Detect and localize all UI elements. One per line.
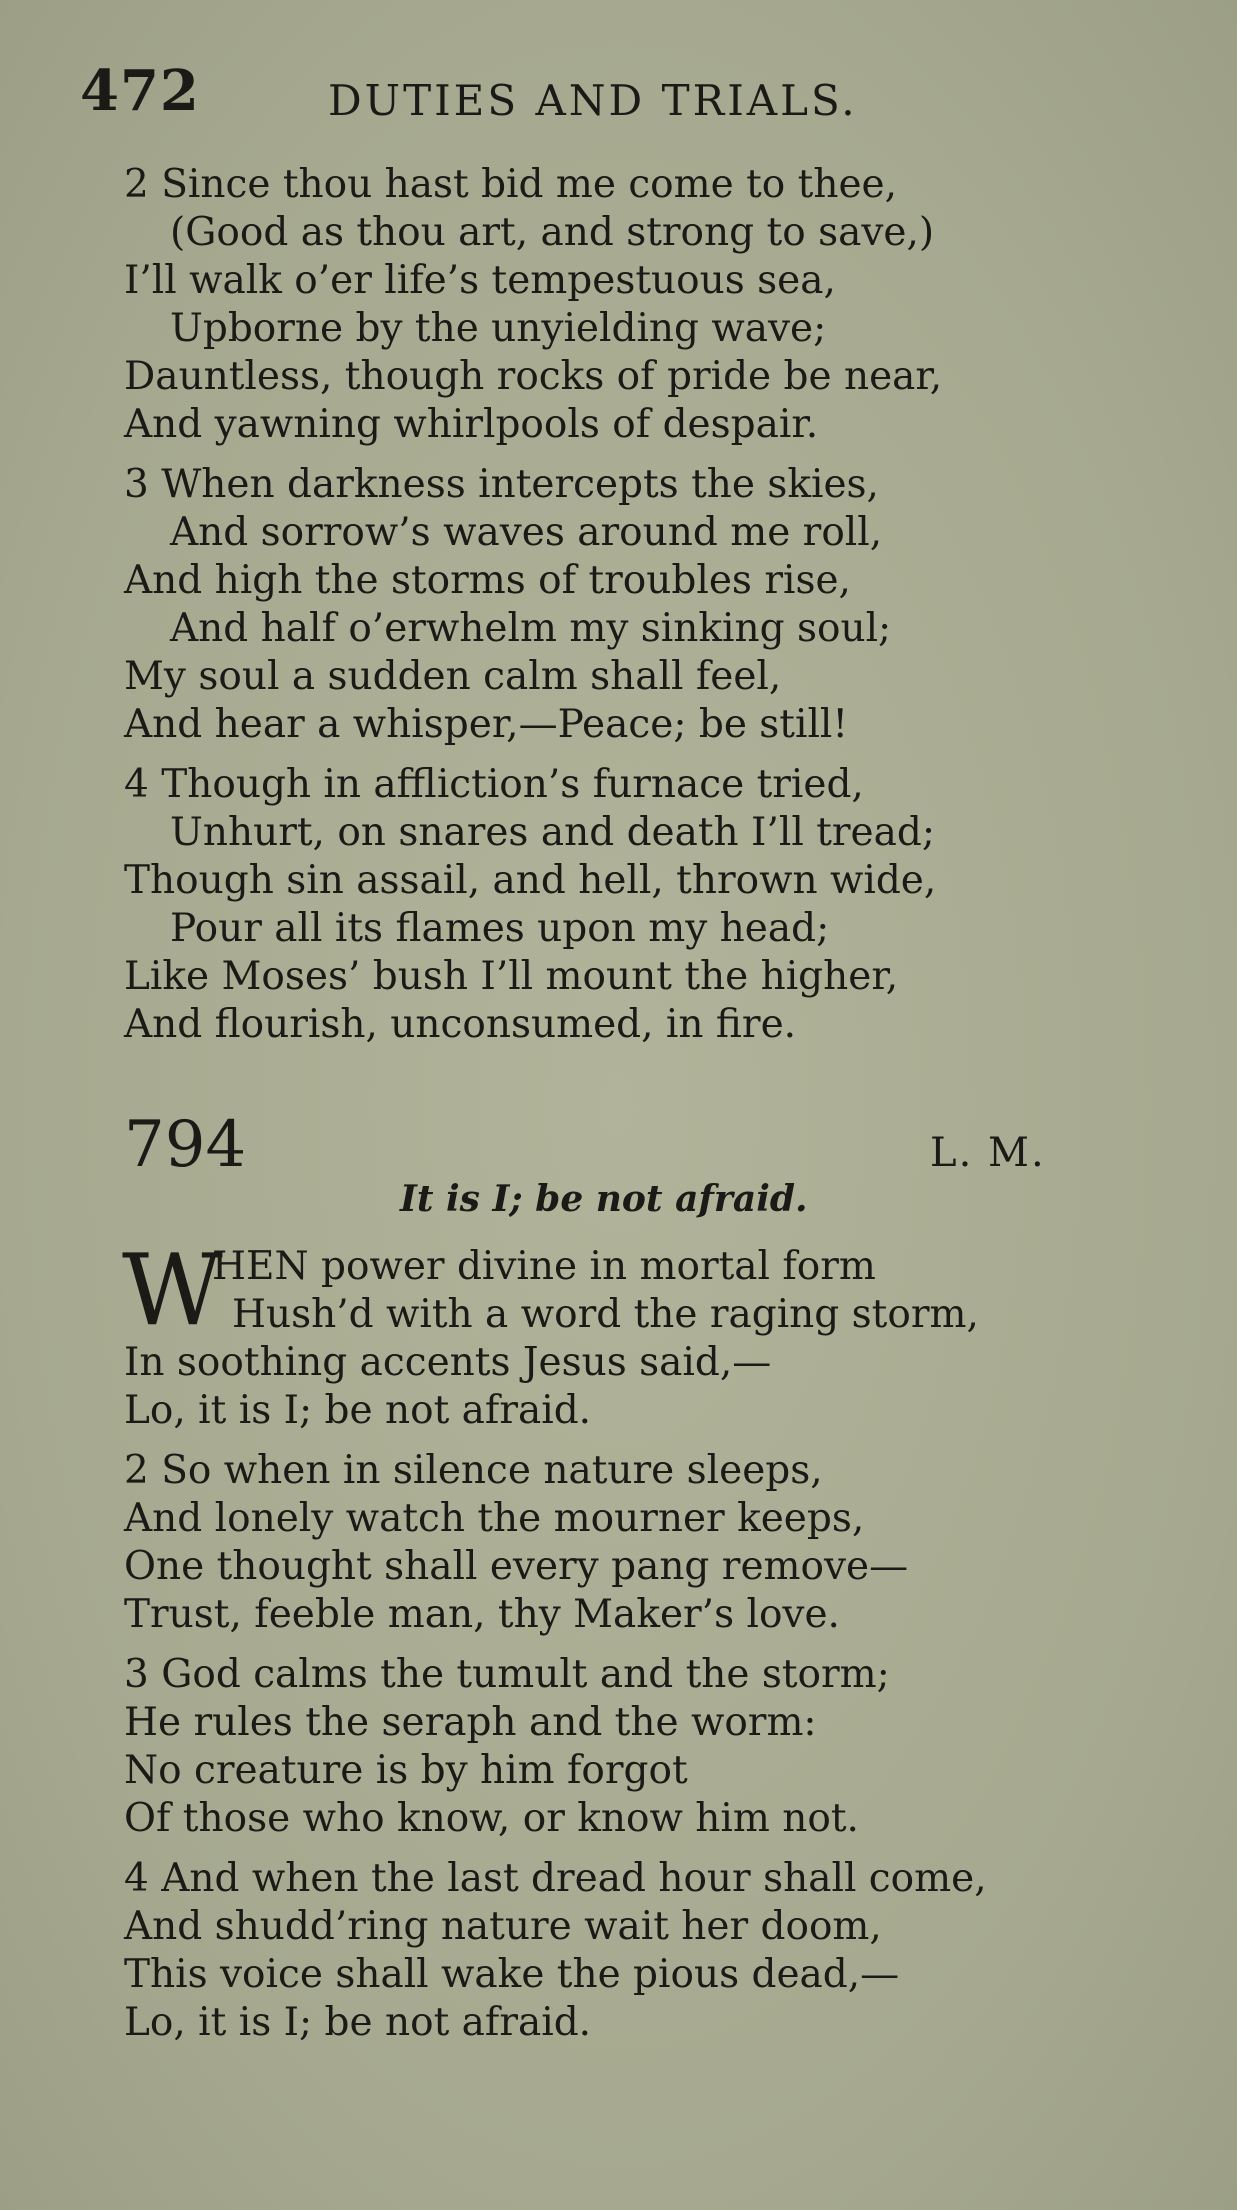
verse-line: And lonely watch the mourner keeps, — [124, 1496, 865, 1541]
verse-line: 4 Though in affliction’s furnace tried, — [124, 762, 864, 807]
verse-line: Though sin assail, and hell, thrown wide, — [124, 858, 937, 903]
verse-line: Hush’d with a word the raging storm, — [232, 1292, 979, 1337]
verse-line: And yawning whirlpools of despair. — [124, 402, 819, 447]
verse-line: And half o’erwhelm my sinking soul; — [170, 606, 892, 651]
verse-line: HEN power divine in mortal form — [212, 1244, 876, 1289]
verse-line: Upborne by the unyielding wave; — [170, 306, 827, 351]
verse-line: 2 So when in silence nature sleeps, — [124, 1448, 823, 1493]
verse-line: Unhurt, on snares and death I’ll tread; — [170, 810, 935, 855]
verse-line: 3 God calms the tumult and the storm; — [124, 1652, 890, 1697]
hymn-subtitle: It is I; be not afraid. — [400, 1178, 808, 1220]
verse-line: Dauntless, though rocks of pride be near, — [124, 354, 943, 399]
hymn-number: 794 — [124, 1108, 247, 1182]
verse-line: No creature is by him forgot — [124, 1748, 688, 1793]
verse-line: And flourish, unconsumed, in fire. — [124, 1002, 797, 1047]
verse-line: This voice shall wake the pious dead,— — [124, 1952, 900, 1997]
verse-line: He rules the seraph and the worm: — [124, 1700, 817, 1745]
verse-line: Lo, it is I; be not afraid. — [124, 1388, 592, 1433]
verse-line: And sorrow’s waves around me roll, — [170, 510, 883, 555]
verse-line: 4 And when the last dread hour shall come, — [124, 1856, 987, 1901]
verse-line: Lo, it is I; be not afraid. — [124, 2000, 592, 2045]
verse-line: I’ll walk o’er life’s tempestuous sea, — [124, 258, 836, 303]
verse-line: Like Moses’ bush I’ll mount the higher, — [124, 954, 899, 999]
verse-line: And shudd’ring nature wait her doom, — [124, 1904, 882, 1949]
verse-line: My soul a sudden calm shall feel, — [124, 654, 782, 699]
verse-line: Pour all its flames upon my head; — [170, 906, 830, 951]
hymn-meter: L. M. — [930, 1130, 1046, 1176]
verse-line: Of those who know, or know him not. — [124, 1796, 859, 1841]
drop-cap: W — [122, 1234, 223, 1348]
verse-line: In soothing accents Jesus said,— — [124, 1340, 772, 1385]
verse-line: One thought shall every pang remove— — [124, 1544, 909, 1589]
page-number: 472 — [80, 58, 200, 124]
page-header — [80, 58, 1180, 128]
verse-line: 2 Since thou hast bid me come to thee, — [124, 162, 898, 207]
verse-line: 3 When darkness intercepts the skies, — [124, 462, 879, 507]
verse-line: (Good as thou art, and strong to save,) — [170, 210, 935, 255]
verse-line: Trust, feeble man, thy Maker’s love. — [124, 1592, 840, 1637]
running-title: DUTIES AND TRIALS. — [328, 76, 858, 125]
verse-line: And hear a whisper,—Peace; be still! — [124, 702, 849, 747]
verse-line: And high the storms of troubles rise, — [124, 558, 851, 603]
